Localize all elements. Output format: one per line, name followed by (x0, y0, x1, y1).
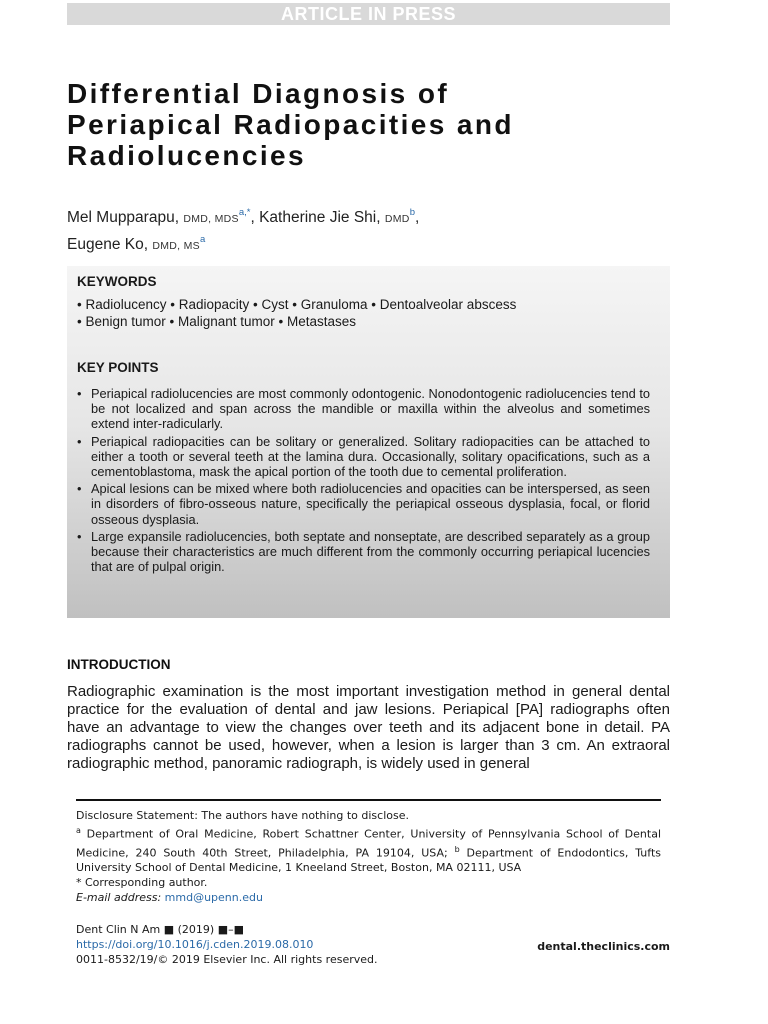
author-degrees: DMD (384, 213, 410, 226)
affiliation-b: Department of Endodontics, Tufts University School of Dental Medicine, 1 Kneeland Street, Boston, MA 02111, USA (76, 846, 661, 875)
author-name: Mel Mupparapu, (67, 209, 180, 227)
author-affiliation-marker[interactable]: a,* (238, 207, 251, 218)
title-line: Radiolucencies (67, 140, 307, 171)
author-name: Eugene Ko, (67, 236, 149, 254)
introduction-heading: INTRODUCTION (67, 657, 171, 672)
email-label: E-mail address: (76, 891, 162, 905)
title-line: Differential Diagnosis of (67, 78, 450, 109)
key-point-text: Periapical radiopacities can be solitary or generalized. Solitary radiopacities can be attached to either a tooth or several teeth at the lamina dura. Occasionally, solitary opacifications, such as a cementoblastoma, mask the apical portion of the tooth due to cemental proliferation. (91, 433, 650, 480)
bullet-icon: • (77, 528, 82, 544)
affiliation-marker: a (76, 826, 81, 835)
email-link[interactable]: mmd@upenn.edu (164, 891, 263, 905)
bullet-icon: • (77, 433, 82, 449)
journal-citation: Dent Clin N Am ■ (2019) ■–■ (76, 923, 244, 936)
publication-info (76, 922, 670, 967)
key-points-heading: KEY POINTS (77, 360, 159, 375)
author-name: Katherine Jie Shi, (259, 209, 381, 227)
corresponding-author-note: * Corresponding author. (76, 876, 208, 890)
author-list: Mel Mupparapu, DMD, $MDS^{a,*}$, Katherine Jie Shi, DMD$^b$, Eugene Ko, DMD, $MS^a$ (67, 207, 420, 254)
keywords-line: • Radiolucency • Radiopacity • Cyst • Granuloma • Dentoalveolar abscess (77, 297, 517, 312)
disclosure-statement: Disclosure Statement: The authors have nothing to disclose. (76, 809, 409, 822)
author-affiliation-marker[interactable]: b (409, 207, 415, 218)
introduction-body: Radiographic examination is the most important investigation method in general dental practice for the evaluation of dental and jaw lesions. Periapical [PA] radiographs often have an advantage to view the changes over teeth and its adjacent bone in detail. PA radiographs cannot be used, however, when a lesion is larger than 3 cm. An extraoral radiographic method, panoramic radiograph, is widely used in general (67, 683, 670, 772)
bullet-icon: • (77, 481, 82, 497)
bullet-icon: • (77, 386, 82, 401)
title-line: Periapical Radiopacities and (67, 109, 514, 140)
email-line (76, 890, 661, 905)
footnotes (76, 808, 661, 905)
keywords-heading: KEYWORDS (77, 274, 157, 289)
affiliations (76, 823, 661, 875)
footnote-divider (76, 799, 661, 801)
affiliation-marker: b (454, 844, 460, 854)
article-status-banner: ARTICLE IN PRESS (67, 3, 670, 25)
keywords-line: • Benign tumor • Malignant tumor • Metastases (77, 314, 357, 329)
author-affiliation-marker[interactable]: a (199, 234, 206, 246)
doi-link[interactable]: https://doi.org/10.1016/j.cden.2019.08.010 (76, 938, 314, 951)
key-point-text: Large expansile radiolucencies, both septate and nonseptate, are described separately as a group because their characteristics are much different from the commonly occurring periapical lucencies that are of pulpal origin. (91, 528, 650, 575)
copyright-line: 0011-8532/19/© 2019 Elsevier Inc. All rights reserved. (76, 953, 378, 966)
key-point-text: Periapical radiolucencies are most commonly odontogenic. Nonodontogenic radiolucencies tend to be not localized and span across the mandible or maxilla within the alveolus and sometimes extend inter-radicularly. (91, 386, 650, 432)
author-degrees: DMD, MS (152, 240, 200, 253)
journal-website[interactable]: dental.theclinics.com (537, 940, 670, 953)
author-degrees: DMD, MDS (183, 213, 239, 226)
key-point-text: Apical lesions can be mixed where both radiolucencies and opacities can be interspersed, as seen in disorders of fibro-osseous nature, specifically the periapical osseous dysplasia, focal, or florid osseous dysplasia. (91, 481, 650, 527)
affiliation-a: Department of Oral Medicine, Robert Schattner Center, University of Pennsylvania School of Dental Medicine, 240 South 40th Street, Philadelphia, PA 19104, USA; (76, 827, 661, 860)
